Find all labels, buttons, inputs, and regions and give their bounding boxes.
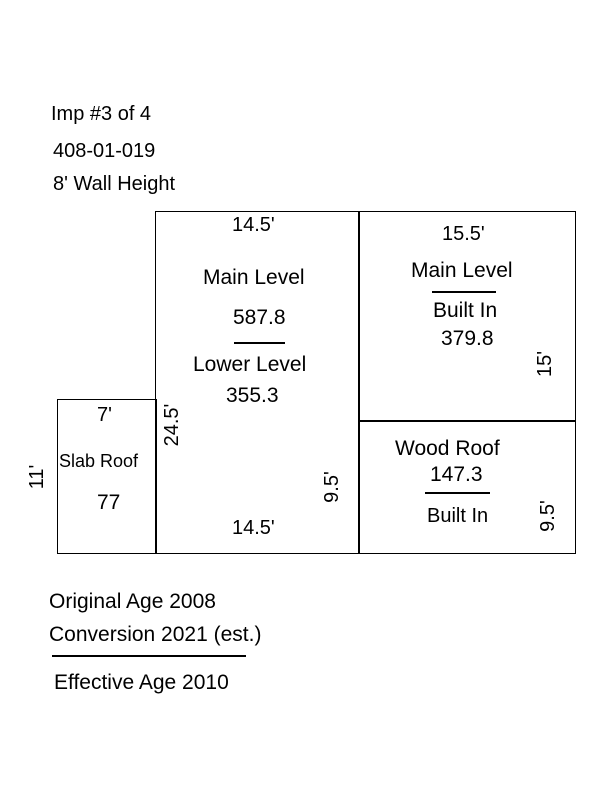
main-right-dimension: 9.5'	[321, 471, 343, 503]
main-level-label: Main Level	[203, 266, 305, 289]
upper-main-level-label: Main Level	[411, 259, 513, 282]
main-top-dimension: 14.5'	[232, 214, 275, 236]
slab-top-dimension: 7'	[97, 404, 112, 426]
original-age: Original Age 2008	[49, 590, 216, 613]
lower-right-dimension: 9.5'	[537, 500, 559, 532]
upper-top-dimension: 15.5'	[442, 223, 485, 245]
lower-level-area: 355.3	[226, 384, 279, 407]
area-divider	[234, 342, 285, 344]
upper-built-in-label: Built In	[433, 299, 498, 322]
lower-divider	[425, 492, 490, 494]
wood-roof-area: 147.3	[430, 463, 483, 486]
lower-built-in-label: Built In	[427, 505, 489, 527]
improvement-number: Imp #3 of 4	[51, 103, 152, 125]
wood-roof-label: Wood Roof	[395, 437, 500, 460]
parcel-number: 408-01-019	[53, 140, 156, 162]
upper-divider	[432, 291, 496, 293]
slab-left-dimension: 11'	[26, 464, 48, 490]
upper-right-dimension: 15'	[534, 350, 556, 378]
main-left-dimension: 24.5'	[161, 403, 183, 447]
slab-roof-area: 77	[97, 491, 121, 514]
wall-height: 8' Wall Height	[53, 173, 176, 195]
main-bottom-dimension: 14.5'	[232, 517, 275, 539]
main-level-area: 587.8	[233, 306, 286, 329]
upper-area: 379.8	[441, 327, 494, 350]
slab-roof-label: Slab Roof	[59, 451, 139, 471]
conversion-year: Conversion 2021 (est.)	[49, 623, 262, 646]
effective-age: Effective Age 2010	[54, 671, 229, 694]
lower-level-label: Lower Level	[193, 353, 307, 376]
footer-divider	[52, 655, 246, 657]
